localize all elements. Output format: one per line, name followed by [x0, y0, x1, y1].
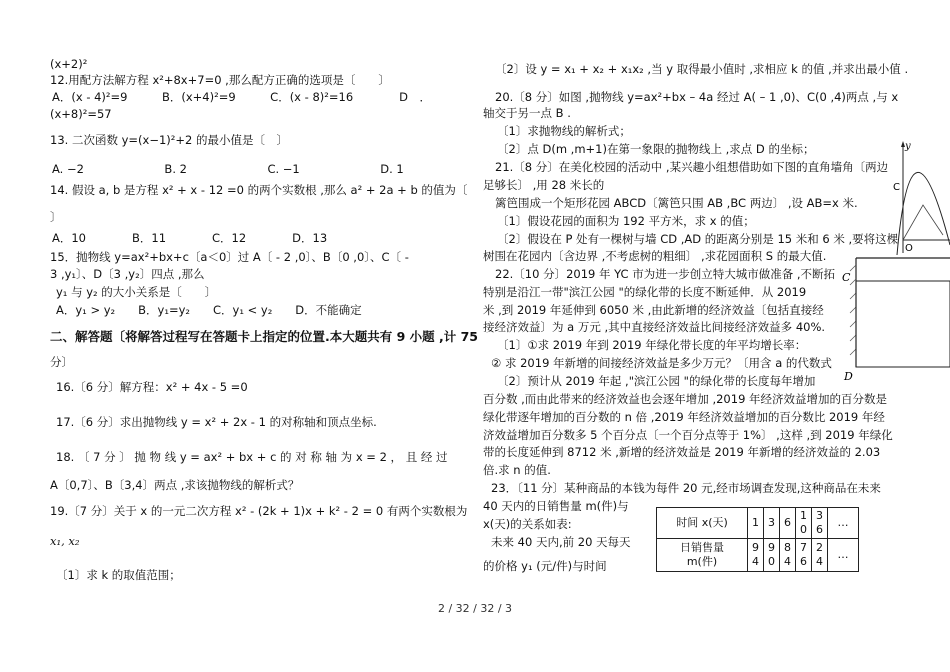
triangle-lines [903, 205, 943, 240]
text-line: y₁ 与 y₂ 的大小关系是〔 〕 [56, 285, 217, 299]
text-line: x₁, x₂ [50, 534, 80, 548]
question-21: 21.〔8 分〕在美化校园的活动中 ,某兴趣小组想借助如下图的直角墙角〔两边 [495, 160, 889, 174]
question-22: 22.〔10 分〕2019 年 YC 市为进一步创立特大城市做准备 ,不断拓 [495, 267, 836, 281]
text-line: 〔2〕点 D(m ,m+1)在第一象限的抛物线上 ,求点 D 的坐标； [497, 142, 815, 156]
parabola-figure [893, 135, 950, 255]
text-line: x(天)的关系如表: [483, 517, 572, 531]
table-header-cell: 6 [780, 508, 796, 539]
table-cell: 9 4 [748, 539, 764, 572]
text-line: 接经济效益〕为 a 万元 ,其中直接经济效益比间接经济效益多 40%. [483, 320, 826, 334]
point-d-label: D [844, 370, 853, 383]
table-header-cell: … [828, 508, 859, 539]
table-header-cell: 1 0 [796, 508, 812, 539]
question-12: 12.用配方法解方程 x²+8x+7=0 ,那么配方正确的选项是〔 〕 [50, 73, 390, 87]
text-line: 〔2〕预计从 2019 年起 ,"滨江公园 "的绿化带的长度每年增加 [497, 374, 816, 388]
question-12-options: A．(x - 4)²=9 B．(x+4)²=9 C．(x - 8)²=16 D ． [52, 90, 431, 104]
question-14: 14. 假设 a, b 是方程 x² + x - 12 =0 的两个实数根 ,那么 a² + 2a + b 的值为〔 [50, 183, 468, 197]
text-line: 百分数 ,而由此带来的经济效益也会逐年增加 ,2019 年经济效益增加的百分数是 [483, 392, 888, 406]
wall-hatching [850, 265, 856, 355]
question-14-options: A．10 B．11 C．12 D．13 [52, 231, 328, 245]
table-header-cell: 时间 x(天) [657, 508, 748, 539]
text-line: 〔2〕假设在 P 处有一棵树与墙 CD ,AD 的距离分别是 15 米和 6 米 ,要将这棵 [497, 232, 899, 246]
question-18: 18. 〔 7 分 〕 抛 物 线 y = ax² + bx + c 的 对 称 轴 为 x = 2 ， 且 经 过 [56, 450, 448, 464]
text-line: 带的长度延伸到 8712 米 ,新增的经济效益是 2019 年新增的经济效益的 2.03 [483, 445, 881, 459]
text-line: 〔1〕假设花园的面积为 192 平方米，求 x 的值； [497, 214, 755, 228]
text-line: 树围在花园内〔含边界 ,不考虑树的粗细〕 ,求花园面积 S 的最大值. [483, 249, 827, 263]
text-line: 的价格 y₁ (元/件)与时间 [483, 559, 607, 573]
text-line: (x+8)²=57 [50, 107, 112, 121]
text-line: ② 求 2019 年新增的间接经济效益是多少万元？〔用含 a 的代数式 [491, 356, 832, 370]
text-line: 特别是沿江一带"滨江公园 "的绿化带的长度不断延伸．从 2019 [483, 285, 807, 299]
question-13: 13. 二次函数 y=(x−1)²+2 的最小值是〔 〕 [50, 133, 288, 147]
question-20: 20.〔8 分〕如图 ,抛物线 y=ax²+bx – 4a 经过 A( – 1 ,0)、C(0 ,4)两点 ,与 x [495, 90, 899, 104]
question-19-part-1: 〔1〕求 k 的取值范围； [56, 568, 181, 582]
table-header-cell: 3 [764, 508, 780, 539]
point-c-label: C [842, 271, 851, 284]
table-cell: 2 4 [812, 539, 828, 572]
garden-rectangle [856, 281, 950, 367]
text-line: 分〕 [50, 355, 73, 369]
origin-label: O [905, 243, 913, 254]
table-cell: 日销售量 m(件) [657, 539, 748, 572]
question-19-part-2: 〔2〕设 y = x₁ + x₂ + x₁x₂ ,当 y 取得最小值时 ,求相应 k 的值 ,并求出最小值 . [495, 62, 909, 76]
text-line: 绿化带逐年增加的百分数的 n 倍 ,2019 年经济效益增加的百分数比 2019 年经 [483, 410, 885, 424]
question-13-options: A. −2 B. 2 C. −1 D. 1 [52, 162, 404, 176]
question-15-options: A．y₁ > y₂ B．y₁=y₂ C．y₁ < y₂ D．不能确定 [56, 303, 362, 317]
page-footer: 2 / 32 / 32 / 3 [437, 602, 513, 615]
text-line: 未来 40 天内,前 20 天每天 [491, 535, 631, 549]
table-header-cell: 3 6 [812, 508, 828, 539]
table-row [657, 508, 859, 539]
text-line: A〔0,7〕、B〔3,4〕两点 ,求该抛物线的解析式？ [50, 478, 300, 492]
text-line: 轴交于另一点 B . [483, 106, 571, 120]
text-line: 3 ,y₁〕、D〔3 ,y₂〕四点 ,那么 [50, 267, 205, 281]
table-header-cell: 1 [748, 508, 764, 539]
table-cell: 7 6 [796, 539, 812, 572]
text-line: 〕 [50, 210, 62, 224]
question-19: 19.〔7 分〕关于 x 的一元二次方程 x² - (2k + 1)x + k² - 2 = 0 有两个实数根为 [50, 504, 468, 518]
section-heading: 二、解答题〔将解答过程写在答题卡上指定的位置.本大题共有 9 小题 ,计 75 [50, 329, 478, 344]
sales-table [656, 507, 859, 572]
text-line: 40 天内的日销售量 m(件)与 [483, 499, 629, 513]
text-line: 足够长〕 ,用 28 米长的 [483, 178, 605, 192]
table-cell: 8 4 [780, 539, 796, 572]
text-line: 米 ,到 2019 年延伸到 6050 米 ,由此新增的经济效益〔包括直接经 [483, 303, 824, 317]
text-line: 篱笆围成一个矩形花园 ABCD〔篱笆只围 AB ,BC 两边〕 ,设 AB=x 米. [495, 196, 858, 210]
text-line: 〔1〕①求 2019 年到 2019 年绿化带长度的年平均增长率： [497, 338, 807, 352]
table-cell: … [828, 539, 859, 572]
text-line: 〔1〕求抛物线的解析式； [497, 124, 631, 138]
y-axis-label: y [905, 141, 911, 152]
text-line: 济效益增加百分数多 5 个百分点〔一个百分点等于 1%〕 ,这样 ,到 2019 年绿化 [483, 428, 893, 442]
garden-figure [840, 255, 950, 385]
question-17: 17.〔6 分〕求出抛物线 y = x² + 2x - 1 的对称轴和顶点坐标. [56, 415, 377, 429]
table-row [657, 539, 859, 572]
text-line: (x+2)² [50, 57, 88, 71]
text-line: 倍.求 n 的值. [483, 463, 551, 477]
question-16: 16.〔6 分〕解方程：x² + 4x - 5 =0 [56, 380, 248, 394]
question-23: 23．〔11 分〕某种商品的本钱为每件 20 元,经市场调查发现,这种商品在未来 [491, 481, 881, 495]
point-c-label: C [893, 182, 900, 193]
table-cell: 9 0 [764, 539, 780, 572]
question-15: 15．抛物线 y=ax²+bx+c〔a＜0〕过 A〔 - 2 ,0〕、B〔0 ,0〕、C〔 - [50, 250, 409, 264]
